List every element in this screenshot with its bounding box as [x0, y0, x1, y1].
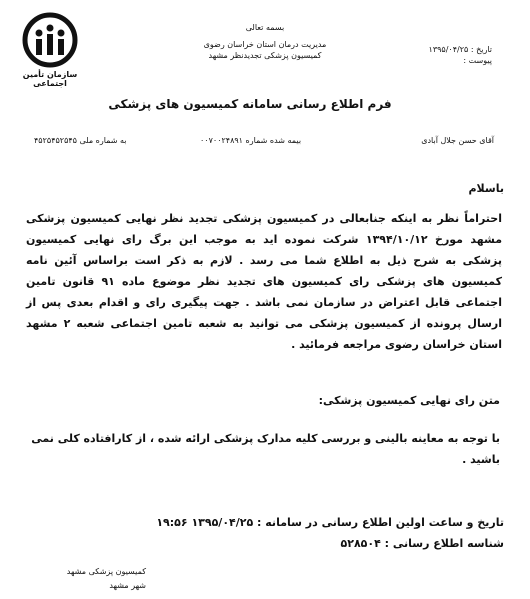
verdict-text: با توجه به معاینه بالینی و بررسی کلیه مدارک پزشکی ارائه شده ، از کارافتاده کلی نمی باشید .	[31, 432, 500, 466]
date-block	[362, 44, 492, 66]
signature-block	[66, 565, 146, 593]
org-line-2: کمیسیون پزشکی تجدیدنظر مشهد	[208, 51, 322, 60]
bismillah: بسمه تعالی	[245, 23, 285, 32]
letter-attachment: پیوست :	[463, 56, 492, 65]
greeting: باسلام	[468, 182, 504, 195]
letter-header	[160, 22, 370, 61]
national-id: به شماره ملی ۴۵۲۵۴۵۲۵۴۵	[34, 136, 127, 145]
org-line-1: مدیریت درمان استان خراسان رضوی	[203, 40, 327, 49]
signature-line-2: شهر مشهد	[109, 581, 146, 590]
signature-line-1: کمیسیون پزشکی مشهد	[66, 567, 146, 576]
verdict-heading: متن رای نهایی کمیسیون پزشکی:	[318, 394, 500, 407]
recipient-name: آقای حسن جلال آبادی	[421, 136, 494, 145]
letter-date: تاریخ : ۱۳۹۵/۰۴/۲۵	[428, 45, 492, 54]
form-title: فرم اطلاع رسانی سامانه کمیسیون های پزشکی	[108, 97, 392, 111]
notice-id: شناسه اطلاع رسانی : ۵۲۸۵۰۴	[340, 537, 504, 550]
notice-datetime: تاریخ و ساعت اولین اطلاع رسانی در سامانه : ۱۳۹۵/۰۴/۲۵ ۱۹:۵۶	[156, 516, 504, 529]
insurance-number: بیمه شده شماره ۰۰۷۰۰۲۴۸۹۱	[200, 136, 302, 145]
logo-caption: سازمان تأمین اجتماعی	[22, 70, 78, 88]
body-paragraph: احتراماً نظر به اینکه جنابعالی در کمیسیون پزشکی تجدید نظر نهایی کمیسیون پزشکی مشهد مورخ ۱۳۹۴/۱۰/۱۲ شرکت نموده اید به موجب این برگ رای نهایی کمیسیون پزشکی به شرح ذیل به اطلاع شما می رسد . لازم به ذکر است براساس آئین نامه کمیسیون های پزشکی رای کمیسیون های تجدید نظر موضوع ماده ۹۱ قانون تامین اجتماعی قابل اعتراض در سازمان نمی باشد . جهت پیگیری رای و اقدام بعدی پس از ارسال پرونده از کمیسیون پزشکی می توانید به شعبه تامین اجتماعی شعبه ۲ مشهد استان خراسان رضوی مراجعه فرمائید .	[26, 212, 503, 351]
